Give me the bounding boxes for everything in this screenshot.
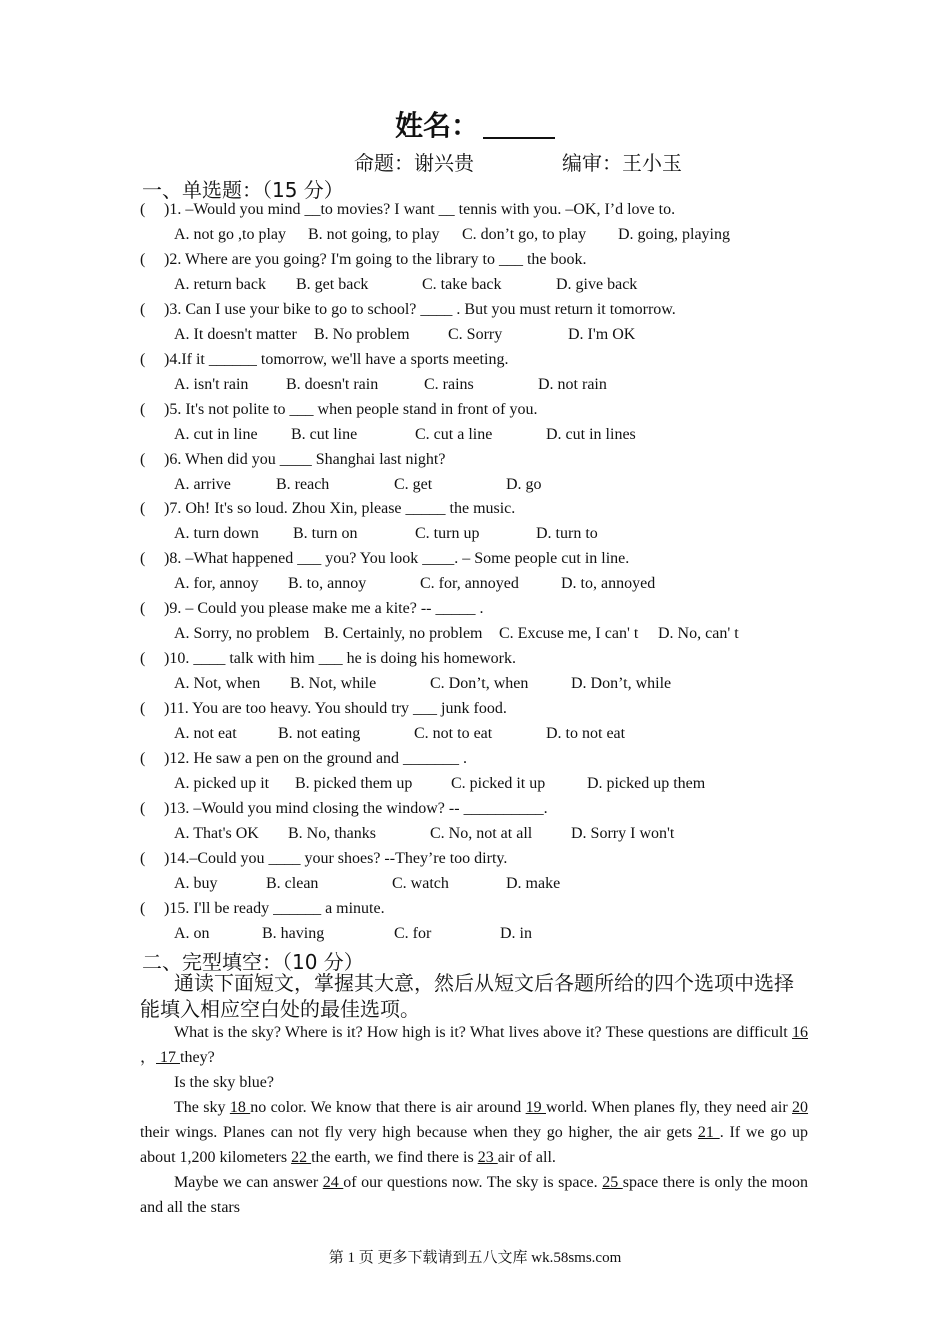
option-a: A. not go ,to play: [174, 226, 286, 243]
answer-bracket: (: [140, 201, 146, 218]
question-stem: )5. It's not polite to ___ when people stand in front of you.: [164, 401, 538, 418]
option-a: A. isn't rain: [174, 376, 249, 393]
option-c: C. for: [394, 925, 432, 942]
option-c: C. not to eat: [414, 725, 493, 742]
option-b: B. picked them up: [295, 775, 413, 792]
blank-17: 17: [156, 1049, 181, 1066]
option-b: B. having: [262, 925, 325, 942]
option-d: D. I'm OK: [568, 326, 636, 343]
option-b: B. not eating: [278, 725, 361, 742]
option-d: D. turn to: [536, 525, 598, 542]
option-a: A. Sorry, no problem: [174, 625, 310, 642]
question-5: [140, 401, 538, 419]
blank-20: 20: [792, 1099, 809, 1116]
option-c: C. cut a line: [415, 426, 493, 443]
question-stem: )9. – Could you please make me a kite? -- _____ .: [164, 600, 484, 617]
option-a: A. picked up it: [174, 775, 270, 792]
option-c: C. take back: [422, 276, 502, 293]
question-14: [140, 850, 507, 868]
option-a: A. for, annoy: [174, 575, 259, 592]
page-footer: 第 1 页 更多下载请到五八文库 wk.58sms.com: [328, 1250, 622, 1266]
name-label: 姓名：: [394, 109, 479, 142]
answer-bracket: (: [140, 351, 146, 368]
cloze-instruction: 通读下面短文，掌握其大意，然后从短文后各题所给的四个选项中选择能填入相应空白处的最佳选项。: [140, 971, 794, 1021]
question-2: [140, 251, 586, 269]
answer-bracket: (: [140, 600, 146, 617]
reviewer-text: 编审：王小玉: [562, 151, 682, 175]
blank-22: 22: [291, 1149, 312, 1166]
question-3: [140, 301, 676, 319]
option-d: D. Don’t, while: [571, 675, 672, 692]
question-4: [140, 351, 508, 369]
option-d: D. picked up them: [587, 775, 706, 792]
answer-bracket: (: [140, 301, 146, 318]
question-15: [140, 900, 385, 918]
section2-title: 二、完型填空：（10 分）: [142, 950, 364, 974]
answer-bracket: (: [140, 401, 146, 418]
option-b: B. doesn't rain: [286, 376, 379, 393]
option-d: D. to, annoyed: [561, 575, 656, 592]
option-a: A. buy: [174, 875, 218, 892]
answer-bracket: (: [140, 700, 146, 717]
option-c: C. No, not at all: [430, 825, 533, 842]
option-b: B. turn on: [293, 525, 358, 542]
question-stem: )14.–Could you ____ your shoes? --They’re too dirty.: [164, 850, 508, 867]
option-d: D. in: [500, 925, 532, 942]
option-a: A. cut in line: [174, 426, 258, 443]
option-b: B. No problem: [314, 326, 410, 343]
blank-24: 24: [322, 1174, 344, 1191]
option-a: A. not eat: [174, 725, 237, 742]
option-d: D. make: [506, 875, 561, 892]
option-a: A. return back: [174, 276, 266, 293]
option-c: C. don’t go, to play: [462, 226, 587, 243]
option-b: B. not going, to play: [308, 226, 440, 243]
option-d: D. to not eat: [546, 725, 626, 742]
question-stem: )12. He saw a pen on the ground and _______ .: [164, 750, 468, 767]
option-d: D. No, can' t: [658, 625, 739, 642]
question-stem: )2. Where are you going? I'm going to the library to ___ the book.: [164, 251, 587, 268]
answer-bracket: (: [140, 800, 146, 817]
question-stem: )15. I'll be ready ______ a minute.: [164, 900, 385, 917]
option-b: B. reach: [276, 476, 330, 493]
option-c: C. Don’t, when: [430, 675, 529, 692]
question-7: [140, 500, 515, 518]
option-d: D. not rain: [538, 376, 607, 393]
option-a: A. That's OK: [174, 825, 259, 842]
question-stem: )4.If it ______ tomorrow, we'll have a sports meeting.: [164, 351, 509, 368]
blank-16: 16: [792, 1024, 808, 1041]
answer-bracket: (: [140, 850, 146, 867]
question-6: [140, 451, 445, 469]
option-a: A. Not, when: [174, 675, 261, 692]
option-d: D. go: [506, 476, 542, 493]
option-a: A. It doesn't matter: [174, 326, 297, 343]
blank-23: 23: [477, 1149, 498, 1166]
cloze-paragraph-4: Maybe we can answer 24 of our questions now. The sky is space. 25 space there is only the moon and all the stars: [140, 1174, 809, 1216]
question-13: [140, 800, 548, 818]
blank-18: 18: [229, 1099, 251, 1116]
option-b: B. to, annoy: [288, 575, 367, 592]
option-c: C. rains: [424, 376, 474, 393]
question-stem: )6. When did you ____ Shanghai last night?: [164, 451, 446, 468]
option-b: B. Certainly, no problem: [324, 625, 483, 642]
cloze-paragraph-3: The sky 18 no color. We know that there is air around 19 world. When planes fly, they need air 20 their wings. Planes can not fly very high because when they go higher, the air gets 21 . If we go up about 1,200 kilometers 22 the earth, we find there is 23 air of all.: [140, 1099, 809, 1166]
option-a: A. on: [174, 925, 210, 942]
option-b: B. Not, while: [290, 675, 377, 692]
question-stem: )3. Can I use your bike to go to school? ____ . But you must return it tomorrow.: [164, 301, 676, 318]
blank-19: 19: [525, 1099, 546, 1116]
question-stem: )7. Oh! It's so loud. Zhou Xin, please _____ the music.: [164, 500, 516, 517]
answer-bracket: (: [140, 900, 146, 917]
option-a: A. turn down: [174, 525, 259, 542]
blank-21: 21: [697, 1124, 720, 1141]
option-c: C. picked it up: [451, 775, 546, 792]
answer-bracket: (: [140, 750, 146, 767]
option-c: C. Excuse me, I can' t: [499, 625, 639, 642]
answer-bracket: (: [140, 500, 146, 517]
question-8: [140, 550, 629, 568]
blank-25: 25: [602, 1174, 623, 1191]
option-a: A. arrive: [174, 476, 231, 493]
option-b: B. clean: [266, 875, 319, 892]
question-stem: )8. –What happened ___ you? You look ____. – Some people cut in line.: [164, 550, 630, 567]
cloze-paragraph-2: Is the sky blue?: [174, 1074, 274, 1091]
option-d: D. Sorry I won't: [571, 825, 675, 842]
answer-bracket: (: [140, 451, 146, 468]
option-d: D. cut in lines: [546, 426, 636, 443]
answer-bracket: (: [140, 251, 146, 268]
cloze-paragraph-1: What is the sky? Where is it? How high is it? What lives above it? These questions are difficult 16 ， 17 they?: [140, 1024, 808, 1066]
question-10: [140, 650, 516, 668]
option-c: C. get: [394, 476, 433, 493]
question-9: [140, 600, 483, 618]
setter-text: 命题：谢兴贵: [354, 151, 474, 175]
question-stem: )10. ____ talk with him ___ he is doing his homework.: [164, 650, 516, 667]
name-blank: [483, 111, 555, 139]
name-line: [0, 104, 950, 144]
question-stem: )1. –Would you mind __to movies? I want __ tennis with you. –OK, I’d love to.: [164, 201, 676, 218]
section1-title: 一、单选题：（15 分）: [142, 178, 344, 202]
answer-bracket: (: [140, 550, 146, 567]
question-12: [140, 750, 467, 768]
answer-bracket: (: [140, 650, 146, 667]
question-1: [140, 201, 675, 219]
option-b: B. No, thanks: [288, 825, 376, 842]
option-c: C. turn up: [415, 525, 480, 542]
option-d: D. going, playing: [618, 226, 730, 243]
question-11: [140, 700, 507, 718]
option-d: D. give back: [556, 276, 638, 293]
option-c: C. Sorry: [448, 326, 503, 343]
option-c: C. watch: [392, 875, 449, 892]
question-stem: )11. You are too heavy. You should try ___ junk food.: [164, 700, 507, 717]
option-b: B. cut line: [291, 426, 358, 443]
question-stem: )13. –Would you mind closing the window? -- __________.: [164, 800, 548, 817]
author-line: [354, 147, 682, 176]
option-b: B. get back: [296, 276, 369, 293]
option-c: C. for, annoyed: [420, 575, 519, 592]
